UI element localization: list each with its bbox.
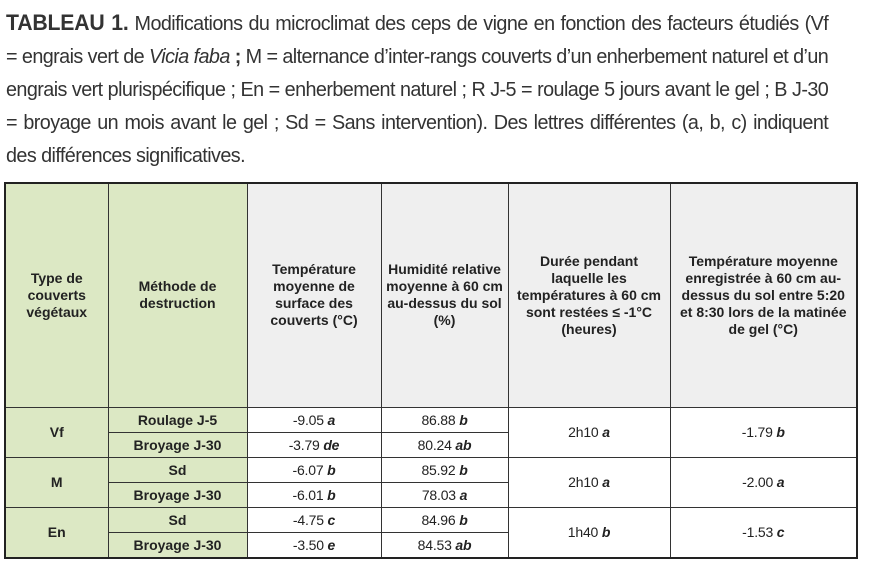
morning-temp-cell-value: -1.79 bbox=[741, 424, 773, 440]
humidity-cell-letter: b bbox=[459, 511, 468, 528]
method-cell: Sd bbox=[108, 457, 247, 482]
morning-temp-cell-value: -2.00 bbox=[742, 474, 774, 490]
humidity-cell-letter: b bbox=[459, 461, 468, 478]
humidity-cell-value: 84.96 bbox=[421, 511, 456, 528]
cover-type-cell: M bbox=[5, 457, 108, 507]
method-cell: Broyage J-30 bbox=[108, 532, 247, 558]
table-row bbox=[5, 457, 857, 482]
duration-cell bbox=[508, 407, 670, 457]
caption-text-1: Modifications du microclimat des ceps de vigne en fonction des facteurs étudiés (Vf = engrais vert de bbox=[6, 12, 829, 68]
humidity-cell-letter: ab bbox=[455, 536, 472, 553]
surface-temp-cell bbox=[247, 507, 381, 532]
duration-cell-value: 2h10 bbox=[568, 424, 599, 440]
table-row bbox=[5, 507, 857, 532]
humidity-cell-value: 78.03 bbox=[421, 486, 456, 503]
humidity-cell bbox=[381, 457, 508, 482]
morning-temp-cell bbox=[670, 407, 857, 457]
humidity-cell-letter: a bbox=[459, 486, 468, 503]
surface-temp-cell-letter: a bbox=[327, 411, 336, 428]
duration-cell-value: 2h10 bbox=[568, 474, 599, 490]
surface-temp-cell-letter: b bbox=[327, 486, 336, 503]
morning-temp-cell bbox=[670, 457, 857, 507]
morning-temp-cell-value: -1.53 bbox=[742, 524, 774, 540]
humidity-cell-value: 86.88 bbox=[421, 411, 456, 428]
surface-temp-cell bbox=[247, 482, 381, 507]
table-row bbox=[5, 407, 857, 432]
header-duration: Durée pendant laquelle les températures à 60 cm sont restées ≤ -1°C (heures) bbox=[508, 183, 670, 407]
table-body bbox=[5, 407, 857, 558]
surface-temp-cell-letter: de bbox=[323, 436, 340, 453]
duration-cell bbox=[508, 507, 670, 558]
caption-species: Vicia faba bbox=[149, 45, 230, 68]
duration-cell bbox=[508, 457, 670, 507]
morning-temp-cell bbox=[670, 507, 857, 558]
caption-semicolon: ; bbox=[229, 45, 241, 68]
surface-temp-cell-value: -4.75 bbox=[292, 511, 324, 528]
humidity-cell-value: 85.92 bbox=[421, 461, 456, 478]
cover-type-cell: Vf bbox=[5, 407, 108, 457]
surface-temp-cell bbox=[247, 407, 381, 432]
humidity-cell bbox=[381, 432, 508, 457]
table-caption bbox=[6, 6, 828, 172]
humidity-cell bbox=[381, 482, 508, 507]
header-humidity: Humidité relative moyenne à 60 cm au-dessus du sol (%) bbox=[381, 183, 508, 407]
method-cell: Broyage J-30 bbox=[108, 432, 247, 457]
surface-temp-cell-letter: e bbox=[327, 536, 336, 553]
morning-temp-cell-letter: b bbox=[776, 424, 785, 440]
duration-cell-value: 1h40 bbox=[567, 524, 599, 540]
surface-temp-cell-value: -6.07 bbox=[292, 461, 324, 478]
humidity-cell-letter: b bbox=[459, 411, 468, 428]
header-cover-type: Type de couverts végétaux bbox=[5, 183, 108, 407]
humidity-cell bbox=[381, 532, 508, 558]
humidity-cell-value: 84.53 bbox=[417, 536, 452, 553]
cover-type-cell: En bbox=[5, 507, 108, 558]
header-morning-temp: Température moyenne enregistrée à 60 cm au-dessus du sol entre 5:20 et 8:30 lors de la matinée de gel (°C) bbox=[670, 183, 857, 407]
surface-temp-cell-value: -6.01 bbox=[292, 486, 324, 503]
humidity-cell-letter: ab bbox=[455, 436, 472, 453]
duration-cell-letter: a bbox=[602, 424, 610, 440]
method-cell: Broyage J-30 bbox=[108, 482, 247, 507]
surface-temp-cell bbox=[247, 432, 381, 457]
morning-temp-cell-letter: c bbox=[776, 524, 785, 540]
caption-label: TABLEAU 1. bbox=[6, 10, 129, 35]
surface-temp-cell-value: -3.50 bbox=[292, 536, 324, 553]
method-cell: Sd bbox=[108, 507, 247, 532]
duration-cell-letter: b bbox=[601, 524, 611, 540]
humidity-cell bbox=[381, 507, 508, 532]
method-cell: Roulage J-5 bbox=[108, 407, 247, 432]
surface-temp-cell-value: -3.79 bbox=[288, 436, 320, 453]
surface-temp-cell-letter: b bbox=[327, 461, 336, 478]
header-method: Méthode de destruction bbox=[108, 183, 247, 407]
results-table bbox=[4, 182, 858, 559]
header-surface-temp: Température moyenne de surface des couverts (°C) bbox=[247, 183, 381, 407]
duration-cell-letter: a bbox=[602, 474, 610, 490]
morning-temp-cell-letter: a bbox=[776, 474, 785, 490]
surface-temp-cell bbox=[247, 457, 381, 482]
humidity-cell bbox=[381, 407, 508, 432]
surface-temp-cell-value: -9.05 bbox=[292, 411, 324, 428]
caption-text-2: M = alternance d’inter-rangs couverts d’un enherbement naturel et d’un engrais vert plurispécifique ; En = enherbement naturel ; R J-5 = roulage 5 jours avant le gel ; B J-30 = broyage un mois avant le gel ; Sd = Sans intervention). Des lettres différentes (a, b, c) indiquent des différences significatives. bbox=[6, 45, 829, 167]
humidity-cell-value: 80.24 bbox=[417, 436, 452, 453]
surface-temp-cell bbox=[247, 532, 381, 558]
surface-temp-cell-letter: c bbox=[327, 511, 336, 528]
